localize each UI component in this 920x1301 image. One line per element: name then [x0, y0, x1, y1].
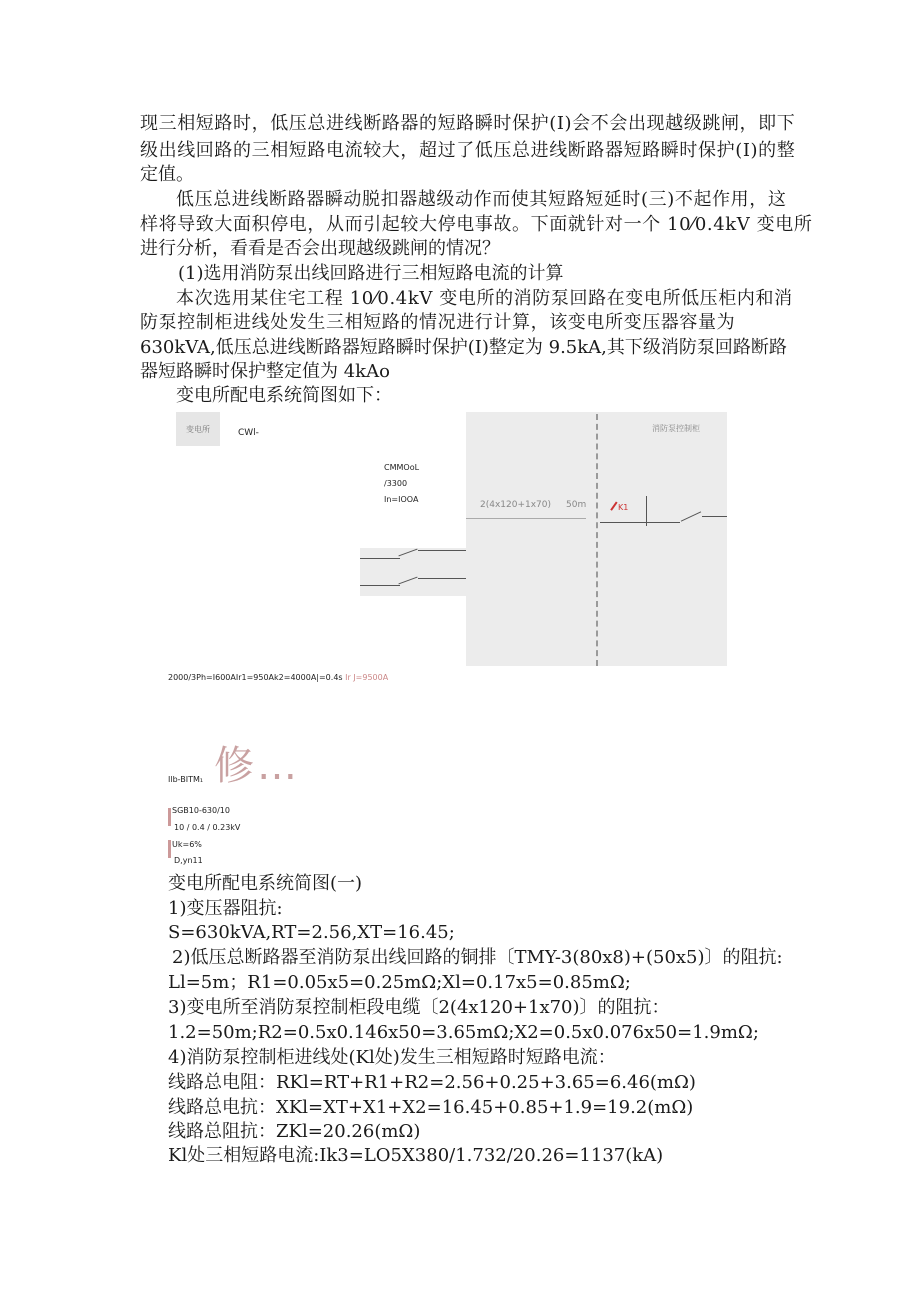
bus-line	[600, 522, 680, 523]
cabinet-separator	[596, 414, 598, 666]
transformer-voltage: 10 / 0.4 / 0.23kV	[174, 823, 241, 832]
calc-line: 1.2=50m;R2=0.5x0.146x50=3.65mΩ;X2=0.5x0.076x50=1.9mΩ;	[168, 1022, 759, 1043]
substation-label: 变电所	[186, 425, 210, 434]
paragraph-line: 进行分析，看看是否会出现越级跳闸的情况？	[140, 238, 500, 259]
switch-line-c	[360, 585, 400, 586]
figure-caption: 变电所配电系统简图(一)	[168, 873, 363, 894]
cw-label: CWl-	[238, 428, 259, 438]
paragraph-line: 级出线回路的三相短路电流较大，超过了低压总进线断路器短路瞬时保护(I)的整	[140, 140, 796, 161]
transformer-group: D,yn11	[174, 856, 203, 865]
calc-line: 线路总电阻：RKl=RT+R1+R2=2.56+0.25+3.65=6.46(mΩ)	[168, 1072, 696, 1093]
main-breaker-settings: 2000/3Ph=I600AIr1=950Ak2=4000A|=0.4s	[168, 673, 343, 682]
paragraph-line: 防泵控制柜进线处发生三相短路的情况进行计算，该变电所变压器容量为	[140, 312, 736, 333]
breaker-current: In=IOOA	[384, 495, 419, 504]
breaker-model: CMMOoL	[384, 463, 420, 472]
paragraph-line: 现三相短路时，低压总进线断路器的短路瞬时保护(I)会不会出现越级跳闸，即下	[140, 113, 796, 134]
out-line	[702, 516, 727, 517]
cable-length: 50m	[566, 500, 587, 510]
transformer-name: Ilb-BITM₁	[168, 775, 204, 784]
switch-line-a	[360, 558, 400, 559]
paragraph-line: 本次选用某住宅工程 10⁄0.4kV 变电所的消防泵回路在变电所低压柜内和消	[176, 288, 793, 309]
cable-spec: 2(4x120+1x70)	[480, 500, 552, 510]
marker-bar	[168, 808, 171, 826]
paragraph-line: 630kVA,低压总进线断路器短路瞬时保护(I)整定为 9.5kA,其下级消防泵回路断路	[140, 337, 787, 358]
calc-line: 线路总阻抗：ZKl=20.26(mΩ)	[168, 1121, 421, 1142]
substation-box	[176, 412, 220, 446]
pump-cabinet-label: 消防泵控制柜	[652, 424, 700, 433]
paragraph-line: 变电所配电系统简图如下：	[176, 385, 392, 406]
bus-tick	[646, 496, 647, 526]
section-heading: (1)选用消防泵出线回路进行三相短路电流的计算	[178, 263, 564, 284]
instant-setting: Ir J=9500A	[345, 673, 389, 682]
calc-line: 3)变电所至消防泵控制柜段电缆〔2(4x120+1x70)〕的阻抗：	[168, 997, 670, 1018]
switch-line-d	[418, 578, 466, 579]
paragraph-line: 低压总进线断路器瞬动脱扣器越级动作而使其短路短延时(三)不起作用，这	[176, 189, 787, 210]
main-breaker-spec	[168, 673, 388, 682]
calc-line: 1)变压器阻抗:	[168, 898, 283, 919]
paragraph-line: 定值。	[140, 164, 194, 185]
calc-line: 2)低压总断路器至消防泵出线回路的铜排〔TMY-3(80x8)+(50x5)〕的阻抗:	[172, 947, 783, 968]
calc-line: 4)消防泵控制柜进线处(Kl处)发生三相短路时短路电流：	[168, 1047, 616, 1068]
cable-line	[466, 518, 586, 519]
switch-panel	[360, 548, 468, 596]
paragraph-line: 器短路瞬时保护整定值为 4kAo	[140, 361, 390, 382]
marker-bar	[168, 840, 171, 858]
transformer-uk: Uk=6%	[172, 840, 202, 849]
calc-line: Kl处三相短路电流:Ik3=LO5X380/1.732/20.26=1137(kA)	[168, 1145, 664, 1166]
garbled-glyphs: 修…	[214, 743, 300, 789]
breaker-rating: /3300	[384, 479, 408, 488]
paragraph-line: 样将导致大面积停电，从而引起较大停电事故。下面就针对一个 10⁄0.4kV 变电所	[140, 214, 813, 235]
calc-line: S=630kVA,RT=2.56,XT=16.45;	[168, 922, 455, 943]
calc-line: 线路总电抗：XKl=XT+X1+X2=16.45+0.85+1.9=19.2(mΩ)	[168, 1097, 694, 1118]
transformer-model: SGB10-630/10	[172, 806, 230, 815]
calc-line: Ll=5m；R1=0.05x5=0.25mΩ;Xl=0.17x5=0.85mΩ;	[168, 972, 631, 993]
switch-line-b	[418, 550, 466, 551]
fault-k1-label: K1	[618, 503, 629, 512]
